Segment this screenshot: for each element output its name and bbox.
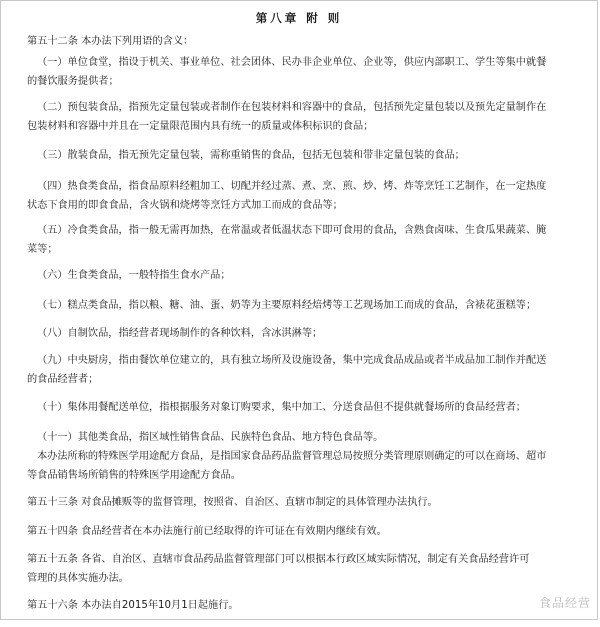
text-line: 菜等； bbox=[27, 244, 58, 255]
paragraph-item-6 bbox=[27, 266, 231, 285]
paragraph-item-1 bbox=[27, 53, 546, 91]
paragraph-article-54 bbox=[27, 522, 387, 541]
text-line: 第五十二条 本办法下列用语的含义： bbox=[27, 36, 194, 47]
paragraph-item-11 bbox=[27, 428, 546, 485]
text-line: （四）热食类食品，指食品原料经粗加工、切配并经过蒸、煮、烹、煎、炒、烤、炸等烹饪工艺制作，在一定热度 bbox=[37, 181, 547, 192]
paragraph-article-56 bbox=[27, 596, 239, 615]
paragraph-article-55 bbox=[27, 550, 529, 588]
text-line: （三）散装食品，指无预先定量包装，需称重销售的食品，包括无包装和带非定量包装的食品； bbox=[37, 150, 465, 161]
paragraph-item-3 bbox=[27, 146, 465, 165]
text-line: （五）冷食类食品，指一般无需再加热，在常温或者低温状态下即可食用的食品，含熟食卤味、生食瓜果蔬菜、腌 bbox=[37, 225, 547, 236]
text-line: 的食品经营者； bbox=[27, 374, 99, 385]
paragraph-item-4 bbox=[27, 177, 546, 215]
text-line: （十）集体用餐配送单位，指根据服务对象订购要求，集中加工、分送食品但不提供就餐场所的食品经营者； bbox=[37, 402, 526, 413]
paragraph-article-52 bbox=[27, 32, 193, 51]
text-line: （十一）其他类食品，指区域性销售食品、民族特色食品、地方特色食品等。 bbox=[37, 432, 384, 443]
text-line: 等食品销售场所销售的特殊医学用途配方食品。 bbox=[27, 470, 241, 481]
text-line: 第五十三条 对食品摊贩等的监督管理，按照省、自治区、直辖市制定的具体管理办法执行。 bbox=[27, 497, 438, 508]
text-line: （六）生食类食品，一般特指生食水产品； bbox=[37, 270, 231, 281]
text-line: 第五十六条 本办法自2015年10月1日起施行。 bbox=[27, 600, 239, 611]
paragraph-item-2 bbox=[27, 98, 546, 136]
text-line: 的餐饮服务提供者； bbox=[27, 76, 119, 87]
text-line: 本办法所称的特殊医学用途配方食品，是指国家食品药品监督管理总局按照分类管理原则确定的可以在商场、超市 bbox=[37, 451, 547, 462]
text-line: （七）糕点类食品，指以粮、糖、油、蛋、奶等为主要原料经焙烤等工艺现场加工而成的食品，含裱花蛋糕等； bbox=[37, 300, 537, 311]
text-line: 管理的具体实施办法。 bbox=[27, 573, 129, 584]
text-line: 包装材料和容器中并且在一定量限范围内具有统一的质量或体积标识的食品； bbox=[27, 121, 374, 132]
paragraph-item-10 bbox=[27, 398, 526, 417]
paragraph-item-5 bbox=[27, 221, 546, 259]
watermark: 食品经营 bbox=[538, 596, 591, 610]
paragraph-article-53 bbox=[27, 493, 438, 512]
text-line: （二）预包装食品，指预先定量包装或者制作在包装材料和容器中的食品，包括预先定量包装以及预先定量制作在 bbox=[37, 102, 547, 113]
paragraph-item-9 bbox=[27, 351, 546, 389]
paragraph-item-7 bbox=[27, 296, 536, 315]
text-line: （一）单位食堂，指设于机关、事业单位、社会团体、民办非企业单位、企业等，供应内部职工、学生等集中就餐 bbox=[37, 57, 547, 68]
text-line: 第五十五条 各省、自治区、直辖市食品药品监督管理部门可以根据本行政区域实际情况，制定有关食品经营许可 bbox=[27, 554, 530, 565]
text-line: （八）自制饮品，指经营者现场制作的各种饮料，含冰淇淋等； bbox=[37, 328, 323, 339]
text-line: 第五十四条 食品经营者在本办法施行前已经取得的许可证在有效期内继续有效。 bbox=[27, 526, 387, 537]
text-line: （九）中央厨房，指由餐饮单位建立的，具有独立场所及设施设备，集中完成食品成品或者半成品加工制作并配送 bbox=[37, 355, 547, 366]
chapter-title: 第八章 附 则 bbox=[255, 11, 343, 25]
text-line: 状态下食用的即食食品，含火锅和烧烤等烹饪方式加工而成的食品等； bbox=[27, 200, 343, 211]
paragraph-item-8 bbox=[27, 324, 322, 343]
